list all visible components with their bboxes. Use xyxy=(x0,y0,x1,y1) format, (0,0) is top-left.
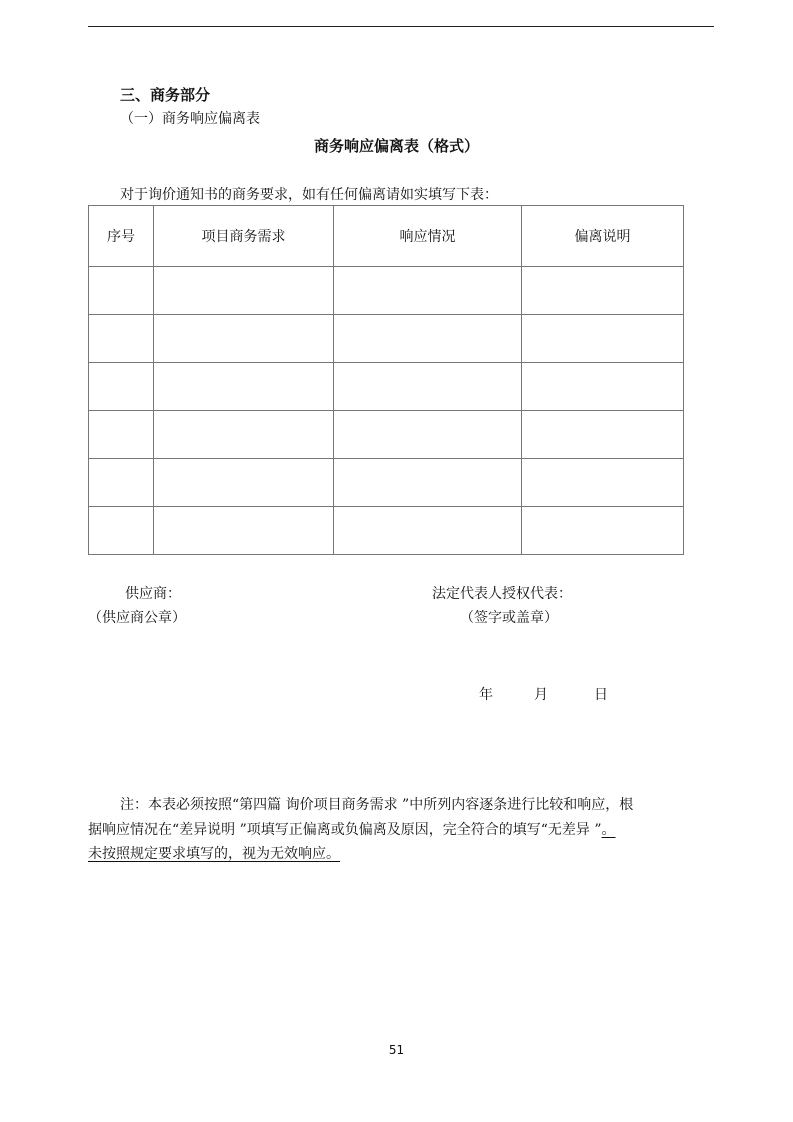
table-cell[interactable] xyxy=(334,363,522,411)
date-month-label: 月 xyxy=(534,687,548,703)
supplier-label: 供应商： xyxy=(125,586,181,602)
table-cell[interactable] xyxy=(89,363,154,411)
table-cell[interactable] xyxy=(334,267,522,315)
table-cell[interactable] xyxy=(154,459,334,507)
table-cell[interactable] xyxy=(522,363,684,411)
date-day-label: 日 xyxy=(594,687,608,703)
table-cell[interactable] xyxy=(334,315,522,363)
header-business-requirement: 项目商务需求 xyxy=(154,206,334,267)
header-rule xyxy=(88,26,714,27)
supplier-seal-hint: （供应商公章） xyxy=(88,610,186,626)
footnote-line-2-underlined: 。 xyxy=(601,821,616,838)
table-header-row xyxy=(89,206,684,267)
footnote xyxy=(88,793,718,867)
intro-text: 对于询价通知书的商务要求，如有任何偏离请如实填写下表： xyxy=(120,187,498,203)
deviation-table xyxy=(88,205,684,555)
page-number: 51 xyxy=(388,1043,405,1057)
table-cell[interactable] xyxy=(522,507,684,555)
table-row xyxy=(89,411,684,459)
footnote-line-2-text: 据响应情况在“差异说明 ”项填写正偏离或负偏离及原因，完全符合的填写“无差异 ” xyxy=(88,821,602,838)
table-row xyxy=(89,267,684,315)
table-row xyxy=(89,315,684,363)
table-row xyxy=(89,507,684,555)
footnote-line-1: 注：本表必须按照“第四篇 询价项目商务需求 ”中所列内容逐条进行比较和响应，根 xyxy=(120,797,634,813)
table-cell[interactable] xyxy=(522,267,684,315)
footnote-line-2 xyxy=(88,818,718,843)
table-cell[interactable] xyxy=(522,411,684,459)
table-cell[interactable] xyxy=(89,315,154,363)
table-row xyxy=(89,459,684,507)
table-cell[interactable] xyxy=(334,411,522,459)
signature-hint: （签字或盖章） xyxy=(460,610,558,626)
header-deviation-description: 偏离说明 xyxy=(522,206,684,267)
footnote-line-3: 未按照规定要求填写的，视为无效响应。 xyxy=(88,846,340,862)
sub-heading: （一）商务响应偏离表 xyxy=(120,111,260,127)
section-heading: 三、商务部分 xyxy=(120,86,211,104)
table-cell[interactable] xyxy=(154,267,334,315)
table-cell[interactable] xyxy=(154,363,334,411)
header-serial-number: 序号 xyxy=(89,206,154,267)
table-cell[interactable] xyxy=(154,411,334,459)
table-cell[interactable] xyxy=(154,315,334,363)
table-cell[interactable] xyxy=(89,411,154,459)
form-title: 商务响应偏离表（格式） xyxy=(313,137,479,155)
table-cell[interactable] xyxy=(522,315,684,363)
table-cell[interactable] xyxy=(154,507,334,555)
table-row xyxy=(89,363,684,411)
table-cell[interactable] xyxy=(89,459,154,507)
header-response-status: 响应情况 xyxy=(334,206,522,267)
date-year-label: 年 xyxy=(479,687,493,703)
table-cell[interactable] xyxy=(334,507,522,555)
table-cell[interactable] xyxy=(89,507,154,555)
table-cell[interactable] xyxy=(334,459,522,507)
legal-representative-label: 法定代表人授权代表： xyxy=(432,586,572,602)
table-cell[interactable] xyxy=(522,459,684,507)
table-cell[interactable] xyxy=(89,267,154,315)
